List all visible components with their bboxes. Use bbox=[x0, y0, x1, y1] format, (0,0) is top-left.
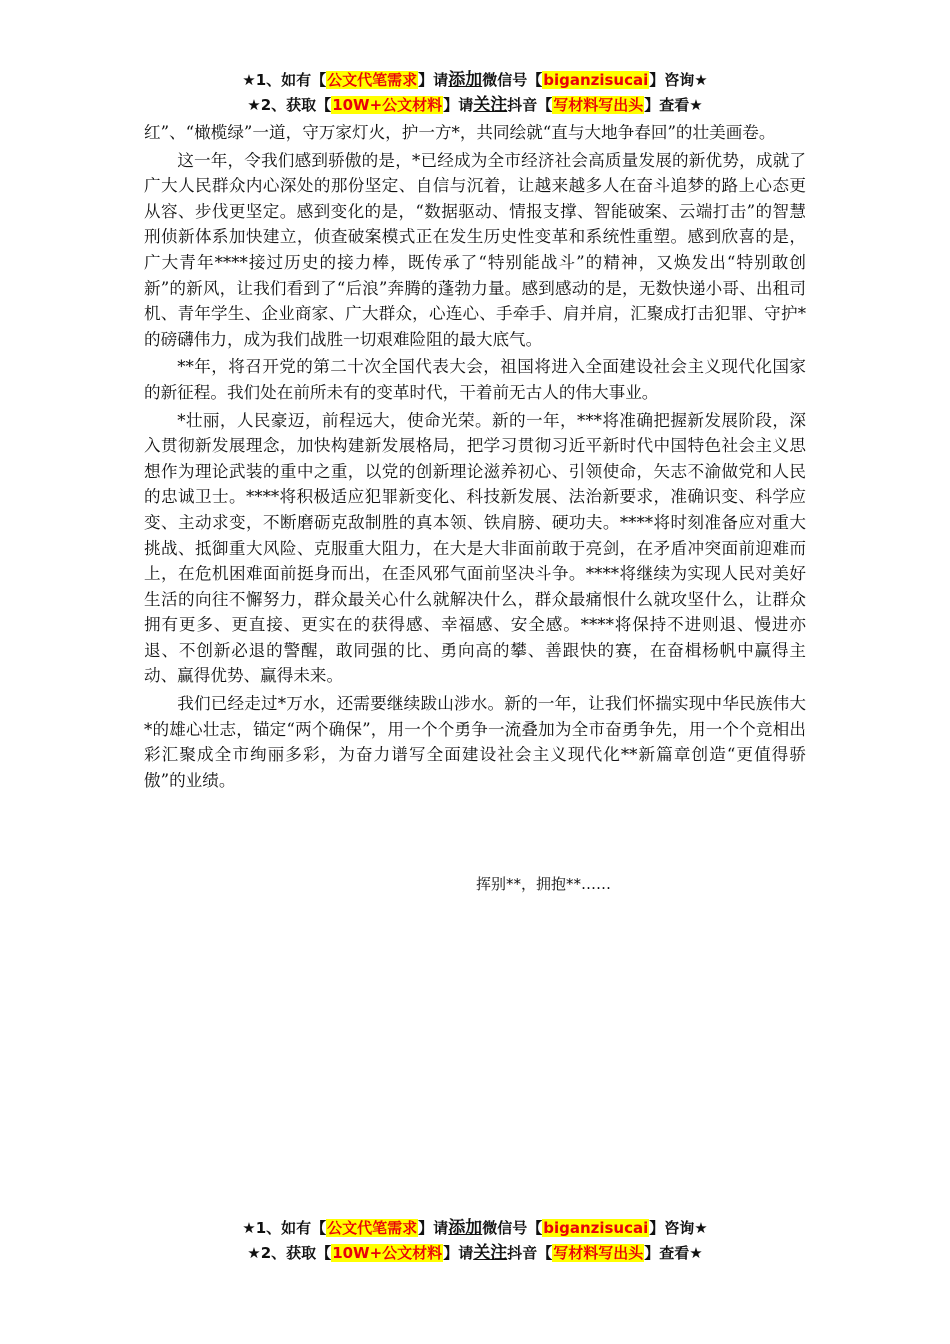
banner-underlined-text: 关注 bbox=[473, 1243, 508, 1263]
body-paragraph: *壮丽，人民豪迈，前程远大，使命光荣。新的一年，***将准确把握新发展阶段，深入贯彻新发展理念，加快构建新发展格局，把学习贯彻习近平新时代中国特色社会主义思想作为理论武装的重中之重，以党的创新理论滋养初心、引领使命，矢志不渝做党和人民的忠诚卫士。****将积极适应犯罪新变化、科技新发展、法治新要求，准确识变、科学应变、主动求变，不断磨砺克敌制胜的真本领、铁肩膀、硬功夫。****将时刻准备应对重大挑战、抵御重大风险、克服重大阻力，在大是大非面前敢于亮剑，在矛盾冲突面前迎难而上，在危机困难面前挺身而出，在歪风邪气面前坚决斗争。****将继续为实现人民对美好生活的向往不懈努力，群众最关心什么就解决什么，群众最痛恨什么就攻坚什么，让群众拥有更多、更直接、更实在的获得感、幸福感、安全感。****将保持不进则退、慢进亦退、不创新必退的警醒，敢同强的比、勇向高的攀、善跟快的赛，在奋楫杨帆中赢得主动、赢得优势、赢得未来。 bbox=[144, 410, 806, 686]
banner-text: 】请 bbox=[443, 96, 474, 114]
banner-text: 抖音【 bbox=[507, 96, 553, 114]
header-banner-line-2 bbox=[0, 93, 950, 118]
body-paragraph: **年，将召开党的第二十次全国代表大会，祖国将进入全面建设社会主义现代化国家的新征程。我们处在前所未有的变革时代，干着前无古人的伟大事业。 bbox=[144, 357, 806, 402]
banner-underlined-text: 添加 bbox=[448, 1218, 483, 1238]
banner-prefix: ★1、如有【 bbox=[242, 1219, 327, 1237]
footer-banner-line-1 bbox=[0, 1216, 950, 1241]
banner-highlight-service: 公文代笔需求 bbox=[327, 71, 418, 89]
header-banner bbox=[0, 68, 950, 118]
body-paragraph: 我们已经走过*万水，还需要继续跋山涉水。新的一年，让我们怀揣实现中华民族伟大*的雄心壮志，锚定“两个确保”，用一个个勇争一流叠加为全市奋勇争先，用一个个竞相出彩汇聚成全市绚丽多彩，为奋力谱写全面建设社会主义现代化**新篇章创造“更值得骄傲”的业绩。 bbox=[144, 694, 806, 790]
banner-prefix: ★2、获取【 bbox=[247, 96, 332, 114]
banner-underlined-text: 关注 bbox=[473, 95, 508, 115]
banner-highlight-materials: 10W+公文材料 bbox=[332, 1244, 443, 1262]
banner-prefix: ★1、如有【 bbox=[242, 71, 327, 89]
banner-highlight-materials: 10W+公文材料 bbox=[332, 96, 443, 114]
banner-suffix: 】查看★ bbox=[644, 96, 703, 114]
banner-highlight-douyin-account: 写材料写出头 bbox=[553, 1244, 644, 1262]
banner-highlight-wechat-id: biganzisucai bbox=[543, 1219, 649, 1237]
footer-banner bbox=[0, 1216, 950, 1266]
banner-highlight-wechat-id: biganzisucai bbox=[543, 71, 649, 89]
document-body bbox=[144, 120, 806, 793]
banner-highlight-douyin-account: 写材料写出头 bbox=[553, 96, 644, 114]
banner-suffix: 】查看★ bbox=[644, 1244, 703, 1262]
banner-suffix: 】咨询★ bbox=[649, 71, 708, 89]
banner-text: 微信号【 bbox=[482, 1219, 543, 1237]
banner-text: 抖音【 bbox=[507, 1244, 553, 1262]
banner-suffix: 】咨询★ bbox=[649, 1219, 708, 1237]
banner-highlight-service: 公文代笔需求 bbox=[327, 1219, 418, 1237]
banner-text: 微信号【 bbox=[482, 71, 543, 89]
banner-underlined-text: 添加 bbox=[448, 70, 483, 90]
footer-banner-line-2 bbox=[0, 1241, 950, 1266]
body-paragraph: 这一年，令我们感到骄傲的是，*已经成为全市经济社会高质量发展的新优势，成就了广大人民群众内心深处的那份坚定、自信与沉着，让越来越多人在奋斗追梦的路上心态更从容、步伐更坚定。感到变化的是，“数据驱动、情报支撑、智能破案、云端打击”的智慧刑侦新体系加快建立，侦查破案模式正在发生历史性变革和系统性重塑。感到欣喜的是，广大青年****接过历史的接力棒，既传承了“特别能战斗”的精神，又焕发出“特别敢创新”的新风，让我们看到了“后浪”奔腾的蓬勃力量。感到感动的是，无数快递小哥、出租司机、青年学生、企业商家、广大群众，心连心、手牵手、肩并肩，汇聚成打击犯罪、守护*的磅礴伟力，成为我们战胜一切艰难险阻的最大底气。 bbox=[144, 150, 806, 349]
body-paragraph-continuation: 红”、“橄榄绿”一道，守万家灯火，护一方*，共同绘就“直与大地争春回”的壮美画卷。 bbox=[144, 123, 776, 142]
banner-text: 】请 bbox=[443, 1244, 474, 1262]
banner-prefix: ★2、获取【 bbox=[247, 1244, 332, 1262]
header-banner-line-1 bbox=[0, 68, 950, 93]
signoff-line: 挥别**，拥抱**…… bbox=[476, 875, 612, 893]
banner-text: 】请 bbox=[418, 1219, 449, 1237]
banner-text: 】请 bbox=[418, 71, 449, 89]
